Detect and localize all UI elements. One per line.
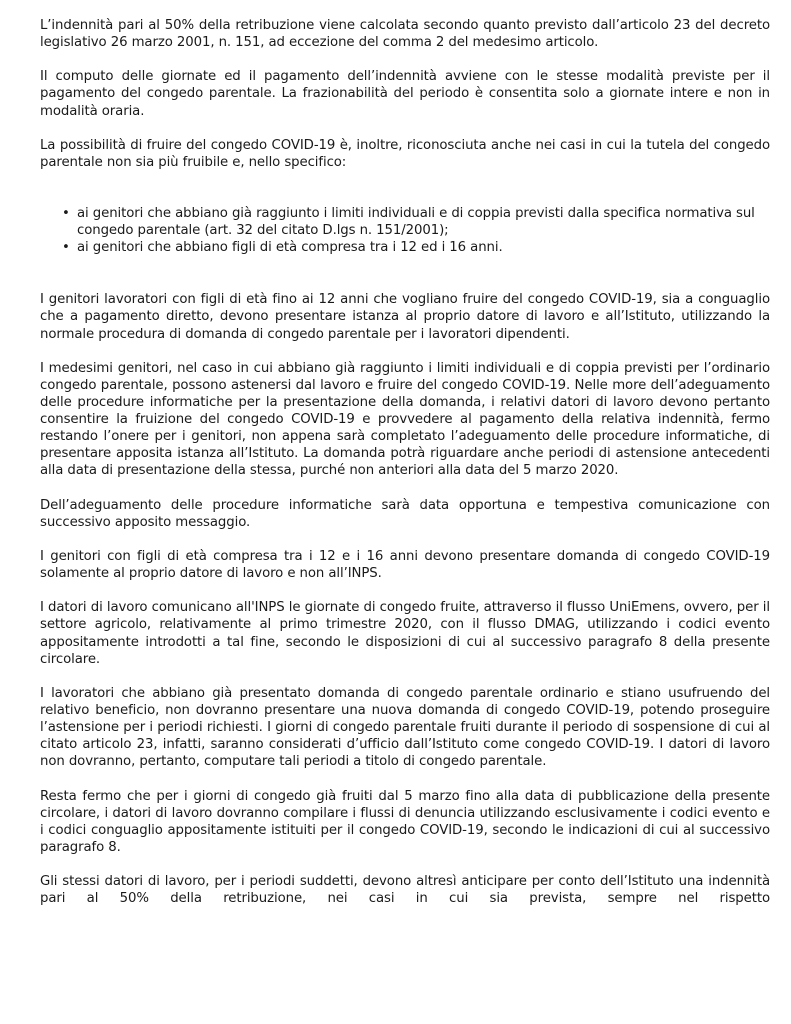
list-item-text: ai genitori che abbiano già raggiunto i limiti individuali e di coppia previsti dalla specifica normativa sul congedo parentale (art. 32 del citato D.lgs n. 151/2001);: [77, 206, 755, 239]
paragraph-stessi-datori: Gli stessi datori di lavoro, per i periodi suddetti, devono altresì anticipare per conto dell’Istituto una indennità pari al 50% della retribuzione, nei casi in cui sia prevista, sempre nel rispetto: [40, 874, 770, 907]
bullet-icon: •: [62, 206, 70, 222]
paragraph-figli-12-16: I genitori con figli di età compresa tra i 12 e i 16 anni devono presentare domanda di congedo COVID-19 solamente al proprio datore di lavoro e non all’INPS.: [40, 549, 770, 582]
bullet-list: [40, 205, 770, 256]
bullet-icon: •: [62, 240, 70, 256]
paragraph-computo-giornate: Il computo delle giornate ed il pagamento dell’indennità avviene con le stesse modalità previste per il pagamento del congedo parentale. La frazionabilità del periodo è consentita solo a giornate intere e non in modalità oraria.: [40, 69, 770, 119]
paragraph-indennita: L’indennità pari al 50% della retribuzione viene calcolata secondo quanto previsto dall’articolo 23 del decreto legislativo 26 marzo 2001, n. 151, ad eccezione del comma 2 del medesimo articolo.: [40, 18, 770, 51]
list-item: [40, 239, 770, 256]
paragraph-possibilita-fruire: La possibilità di fruire del congedo COVID-19 è, inoltre, riconosciuta anche nei casi in cui la tutela del congedo parentale non sia più fruibile e, nello specifico:: [40, 137, 770, 170]
paragraph-genitori-lavoratori: I genitori lavoratori con figli di età fino ai 12 anni che vogliano fruire del congedo COVID-19, sia a conguaglio che a pagamento diretto, devono presentare istanza al proprio datore di lavoro e all’Istituto, utilizzando la normale procedura di domanda di congedo parentale per i lavoratori dipendenti.: [40, 292, 770, 342]
list-item-text: ai genitori che abbiano figli di età compresa tra i 12 ed i 16 anni.: [77, 240, 503, 256]
paragraph-lavoratori-congedo-ordinario: I lavoratori che abbiano già presentato domanda di congedo parentale ordinario e stiano usufruendo del relativo beneficio, non dovranno presentare una nuova domanda di congedo COVID-19, potendo proseguire l’astensione per i periodi richiesti. I giorni di congedo parentale fruiti durante il periodo di sospensione di cui al citato articolo 23, infatti, saranno considerati d’ufficio dall’Istituto come congedo COVID-19. I datori di lavoro non dovranno, pertanto, computare tali periodi a titolo di congedo parentale.: [40, 685, 770, 770]
document-page: [40, 17, 770, 925]
paragraph-resta-fermo: Resta fermo che per i giorni di congedo già fruiti dal 5 marzo fino alla data di pubblicazione della presente circolare, i datori di lavoro dovranno compilare i flussi di denuncia utilizzando esclusivamente i codici evento e i codici conguaglio appositamente istituiti per il congedo COVID-19, secondo le indicazioni di cui al successivo paragrafo 8.: [40, 788, 770, 855]
list-item: [40, 205, 770, 239]
paragraph-datori-comunicano: I datori di lavoro comunicano all'INPS le giornate di congedo fruite, attraverso il flusso UniEmens, ovvero, per il settore agricolo, relativamente al primo trimestre 2020, con il flusso DMAG, utilizzando i codici evento appositamente introdotti a tal fine, secondo le disposizioni di cui al successivo paragrafo 8 della presente circolare.: [40, 600, 770, 667]
paragraph-adeguamento-procedure: Dell’adeguamento delle procedure informatiche sarà data opportuna e tempestiva comunicazione con successivo apposito messaggio.: [40, 497, 770, 530]
paragraph-medesimi-genitori: I medesimi genitori, nel caso in cui abbiano già raggiunto i limiti individuali e di coppia previsti per l’ordinario congedo parentale, possono astenersi dal lavoro e fruire del congedo COVID-19. Nelle more dell’adeguamento delle procedure informatiche per la presentazione della domanda, i relativi datori di lavoro devono pertanto consentire la fruizione del congedo COVID-19 e provvedere al pagamento della relativa indennità, fermo restando l’onere per i genitori, non appena sarà completato l’adeguamento delle procedure informatiche, di presentare apposita istanza all’Istituto. La domanda potrà riguardare anche periodi di astensione antecedenti alla data di presentazione della stessa, purché non anteriori alla data del 5 marzo 2020.: [40, 360, 770, 479]
